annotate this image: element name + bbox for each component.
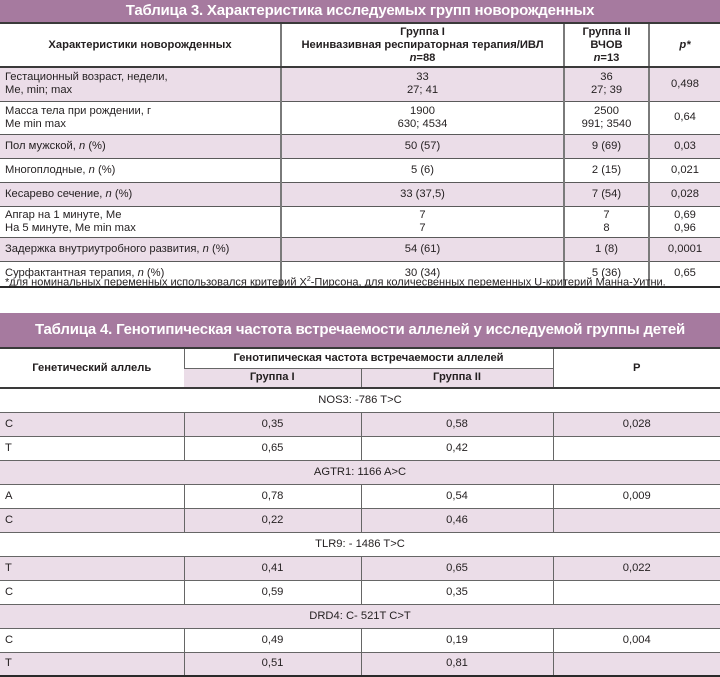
table-row bbox=[0, 206, 720, 237]
allele-cell: T bbox=[0, 652, 184, 676]
group1-label: Группа I bbox=[400, 25, 445, 38]
group1-value: 30 (34) bbox=[281, 261, 564, 287]
group1-value: 0,22 bbox=[184, 508, 361, 532]
group2-value: 9 (69) bbox=[564, 134, 649, 158]
row-label: Кесарево сечение, n (%) bbox=[0, 182, 281, 206]
table3-title: Таблица 3. Характеристика исследуемых групп новорожденных bbox=[0, 0, 720, 24]
table3 bbox=[0, 24, 720, 288]
table3-footnote: *для номинальных переменных использовался критерий $Х^2$-Пирсона, для количесвенных переменных U-критерий Манна-Уитни. bbox=[5, 276, 666, 289]
p-value bbox=[553, 436, 720, 460]
group2-value: 0,42 bbox=[361, 436, 553, 460]
row-label: Апгар на 1 минуте, Me На 5 минуте, Me min max bbox=[0, 206, 281, 237]
group1-value: 0,78 bbox=[184, 484, 361, 508]
gene-group-label: NOS3: -786 T>C bbox=[0, 388, 720, 412]
group2-value: 0,58 bbox=[361, 412, 553, 436]
gene-group-row bbox=[0, 604, 720, 628]
row-label: Задержка внутриутробного развития, n (%) bbox=[0, 237, 281, 261]
p-value: 0,004 bbox=[553, 628, 720, 652]
group1-value: 50 (57) bbox=[281, 134, 564, 158]
p-value: 0,65 bbox=[649, 261, 720, 287]
gene-group-label: DRD4: C- 521T C>T bbox=[0, 604, 720, 628]
group1-therapy: Неинвазивная респираторная терапия/ИВЛ bbox=[301, 38, 544, 51]
group1-value: 33 (37,5) bbox=[281, 182, 564, 206]
row-label: Многоплодные, n (%) bbox=[0, 158, 281, 182]
group1-value: 1900 630; 4534 bbox=[281, 101, 564, 134]
table4-header-group2: Группа II bbox=[361, 368, 553, 388]
table-row bbox=[0, 652, 720, 676]
table4-header-frequency: Генотипическая частота встречаемости аллелей bbox=[184, 349, 553, 368]
table3-header-group1 bbox=[281, 24, 564, 67]
group1-value: 5 (6) bbox=[281, 158, 564, 182]
group2-value: 7 8 bbox=[564, 206, 649, 237]
row-label: Сурфактантная терапия, n (%) bbox=[0, 261, 281, 287]
p-value: 0,022 bbox=[553, 556, 720, 580]
p-value: 0,0001 bbox=[649, 237, 720, 261]
allele-cell: T bbox=[0, 556, 184, 580]
allele-cell: T bbox=[0, 436, 184, 460]
group2-value: 0,81 bbox=[361, 652, 553, 676]
p-value: 0,03 bbox=[649, 134, 720, 158]
table-row bbox=[0, 436, 720, 460]
p-value: 0,498 bbox=[649, 67, 720, 101]
p-value: 0,021 bbox=[649, 158, 720, 182]
table-row bbox=[0, 484, 720, 508]
table3-header-characteristics: Характеристики новорожденных bbox=[0, 24, 281, 67]
p-value bbox=[553, 508, 720, 532]
group2-value: 7 (54) bbox=[564, 182, 649, 206]
group2-value: 0,35 bbox=[361, 580, 553, 604]
group1-value: 33 27; 41 bbox=[281, 67, 564, 101]
group2-value: 2 (15) bbox=[564, 158, 649, 182]
group2-value: 36 27; 39 bbox=[564, 67, 649, 101]
group2-value: 0,54 bbox=[361, 484, 553, 508]
table-row bbox=[0, 580, 720, 604]
group1-value: 0,41 bbox=[184, 556, 361, 580]
table4-header-allele: Генетический аллель bbox=[0, 349, 184, 388]
table-row bbox=[0, 101, 720, 134]
table3-header-group2 bbox=[564, 24, 649, 67]
group1-value: 54 (61) bbox=[281, 237, 564, 261]
group2-therapy: ВЧОВ bbox=[590, 38, 623, 51]
table-row bbox=[0, 158, 720, 182]
table3-header-p: p* bbox=[649, 24, 720, 67]
gene-group-row bbox=[0, 388, 720, 412]
row-label: Гестационный возраст, недели, Me, min; max bbox=[0, 67, 281, 101]
row-label: Пол мужской, n (%) bbox=[0, 134, 281, 158]
group2-value: 0,46 bbox=[361, 508, 553, 532]
allele-cell: C bbox=[0, 580, 184, 604]
table4 bbox=[0, 349, 720, 677]
table-row bbox=[0, 237, 720, 261]
p-value: 0,009 bbox=[553, 484, 720, 508]
group1-value: 0,51 bbox=[184, 652, 361, 676]
gene-group-label: AGTR1: 1166 A>C bbox=[0, 460, 720, 484]
table4-header-p: P bbox=[553, 349, 720, 388]
table-row bbox=[0, 508, 720, 532]
p-value: 0,028 bbox=[553, 412, 720, 436]
group1-value: 0,59 bbox=[184, 580, 361, 604]
group2-value: 1 (8) bbox=[564, 237, 649, 261]
p-value: 0,64 bbox=[649, 101, 720, 134]
gene-group-row bbox=[0, 532, 720, 556]
table-row bbox=[0, 182, 720, 206]
table-row bbox=[0, 67, 720, 101]
table-row bbox=[0, 556, 720, 580]
p-value bbox=[553, 652, 720, 676]
group1-n: n=88 bbox=[409, 51, 436, 64]
group2-value: 5 (36) bbox=[564, 261, 649, 287]
group2-value: 0,19 bbox=[361, 628, 553, 652]
table4-title: Таблица 4. Генотипическая частота встречаемости аллелей у исследуемой группы детей bbox=[0, 313, 720, 349]
gene-group-label: TLR9: - 1486 T>C bbox=[0, 532, 720, 556]
group2-n: n=13 bbox=[593, 51, 620, 64]
group2-value: 2500 991; 3540 bbox=[564, 101, 649, 134]
group1-value: 0,35 bbox=[184, 412, 361, 436]
group1-value: 7 7 bbox=[281, 206, 564, 237]
allele-cell: C bbox=[0, 628, 184, 652]
group1-value: 0,65 bbox=[184, 436, 361, 460]
table3-header-row bbox=[0, 24, 720, 67]
p-value bbox=[553, 580, 720, 604]
row-label: Масса тела при рождении, г Me min max bbox=[0, 101, 281, 134]
p-value: 0,028 bbox=[649, 182, 720, 206]
allele-cell: A bbox=[0, 484, 184, 508]
allele-cell: C bbox=[0, 508, 184, 532]
table-row bbox=[0, 412, 720, 436]
allele-cell: C bbox=[0, 412, 184, 436]
table-row bbox=[0, 628, 720, 652]
table-row bbox=[0, 134, 720, 158]
table4-header-group1: Группа I bbox=[184, 368, 361, 388]
gene-group-row bbox=[0, 460, 720, 484]
group1-value: 0,49 bbox=[184, 628, 361, 652]
table4-header-row bbox=[0, 349, 720, 368]
p-value: 0,69 0,96 bbox=[649, 206, 720, 237]
group2-value: 0,65 bbox=[361, 556, 553, 580]
group2-label: Группа II bbox=[582, 25, 631, 38]
